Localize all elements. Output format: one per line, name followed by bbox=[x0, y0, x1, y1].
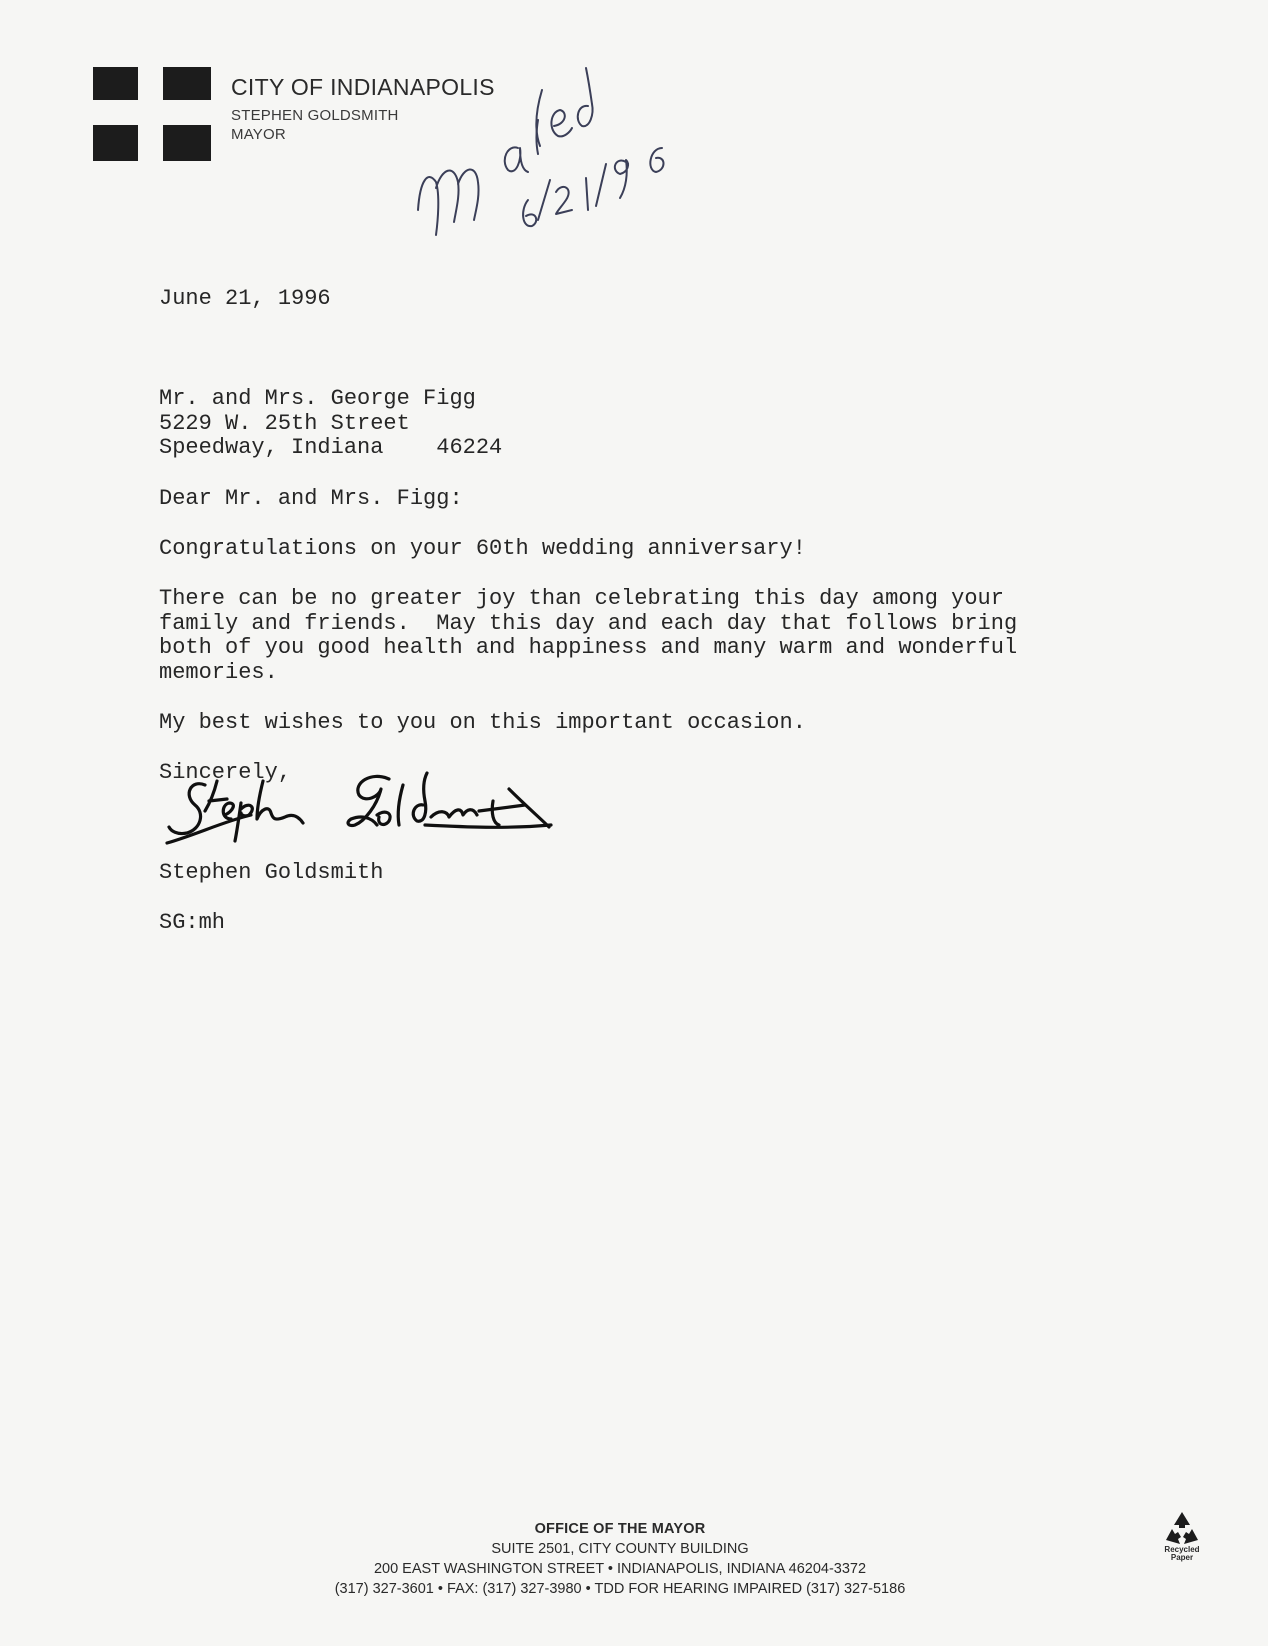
paragraph-congratulations bbox=[159, 537, 806, 562]
recycle-icon bbox=[1162, 1510, 1202, 1546]
paragraph-best-wishes bbox=[159, 711, 806, 736]
recipient-line: Speedway, Indiana 46224 bbox=[159, 435, 503, 460]
handwritten-mailed-note bbox=[410, 60, 730, 250]
handwritten-signature bbox=[165, 765, 585, 865]
mayor-title: MAYOR bbox=[231, 126, 286, 143]
mayor-name: STEPHEN GOLDSMITH bbox=[231, 107, 399, 124]
footer-office: OFFICE OF THE MAYOR bbox=[534, 1521, 706, 1537]
footer-phones: (317) 327-3601 • FAX: (317) 327-3980 • TDD FOR HEARING IMPAIRED (317) 327-5186 bbox=[334, 1581, 906, 1597]
footer-suite: SUITE 2501, CITY COUNTY BUILDING bbox=[491, 1541, 749, 1557]
recycled-paper-mark bbox=[1156, 1510, 1208, 1572]
recipient-address bbox=[159, 387, 502, 461]
footer-street: 200 EAST WASHINGTON STREET • INDIANAPOLIS, INDIANA 46204-3372 bbox=[373, 1561, 867, 1577]
closing: Sincerely, bbox=[159, 760, 292, 785]
salutation: Dear Mr. and Mrs. Figg: bbox=[159, 486, 463, 511]
recipient-line: 5229 W. 25th Street bbox=[159, 410, 410, 436]
paragraph-line: Congratulations on your 60th wedding anniversary! bbox=[159, 536, 806, 561]
paragraph-wishes bbox=[159, 587, 1017, 685]
recycle-label-line2: Paper bbox=[1170, 1553, 1194, 1562]
city-logo bbox=[93, 67, 211, 161]
letterhead-footer bbox=[260, 1519, 980, 1599]
recipient-line: Mr. and Mrs. George Figg bbox=[159, 386, 476, 411]
paragraph-line: family and friends. May this day and each day that follows bring bbox=[159, 610, 1018, 636]
paragraph-line: There can be no greater joy than celebrating this day among your bbox=[159, 586, 1004, 611]
paragraph-line: memories. bbox=[159, 659, 278, 685]
recycle-label-line1: Recycled bbox=[1164, 1545, 1200, 1554]
paragraph-line: My best wishes to you on this important occasion. bbox=[159, 710, 806, 735]
signer-name: Stephen Goldsmith bbox=[159, 860, 384, 885]
typist-initials: SG:mh bbox=[159, 910, 226, 935]
paragraph-line: both of you good health and happiness and many warm and wonderful bbox=[159, 635, 1018, 660]
city-name: CITY OF INDIANAPOLIS bbox=[231, 74, 495, 100]
letter-date: June 21, 1996 bbox=[159, 286, 331, 311]
